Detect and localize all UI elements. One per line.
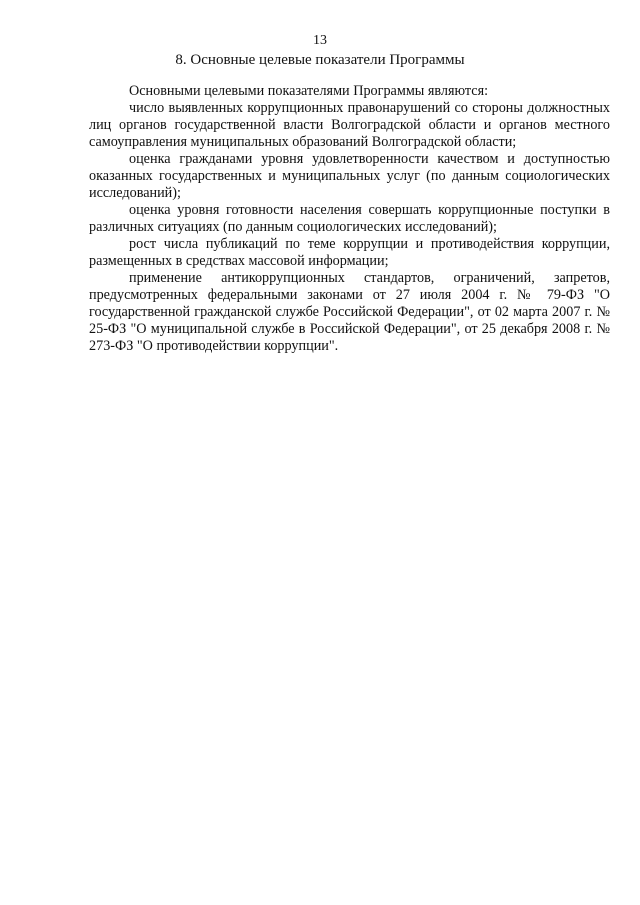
intro-paragraph: Основными целевыми показателями Программы являются: <box>129 83 489 99</box>
section-title: 8. Основные целевые показатели Программы <box>175 52 465 68</box>
indicator-paragraph-1: число выявленных коррупционных правонарушений со стороны должностных лиц органов государственной власти Волгоградской области и органов местного самоуправления муниципальных образований Волгоградской области; <box>89 100 610 150</box>
indicator-paragraph-4: рост числа публикаций по теме коррупции и противодействия коррупции, размещенных в средствах массовой информации; <box>89 236 610 269</box>
indicator-paragraph-2: оценка гражданами уровня удовлетворенности качеством и доступностью оказанных государственных и муниципальных услуг (по данным социологических исследований); <box>89 151 610 201</box>
indicator-paragraph-3: оценка уровня готовности населения совершать коррупционные поступки в различных ситуациях (по данным социологических исследований); <box>89 202 610 235</box>
indicator-paragraph-5: применение антикоррупционных стандартов, ограничений, запретов, предусмотренных федеральными законами от 27 июля 2004 г. № 79-ФЗ "О государственной гражданской службе Российской Федерации", от 02 марта 2007 г. № 25-ФЗ "О муниципальной службе в Российской Федерации", от 25 декабря 2008 г. № 273-ФЗ "О противодействии коррупции". <box>89 270 610 354</box>
page-number: 13 <box>313 33 327 48</box>
body-text <box>89 83 610 355</box>
